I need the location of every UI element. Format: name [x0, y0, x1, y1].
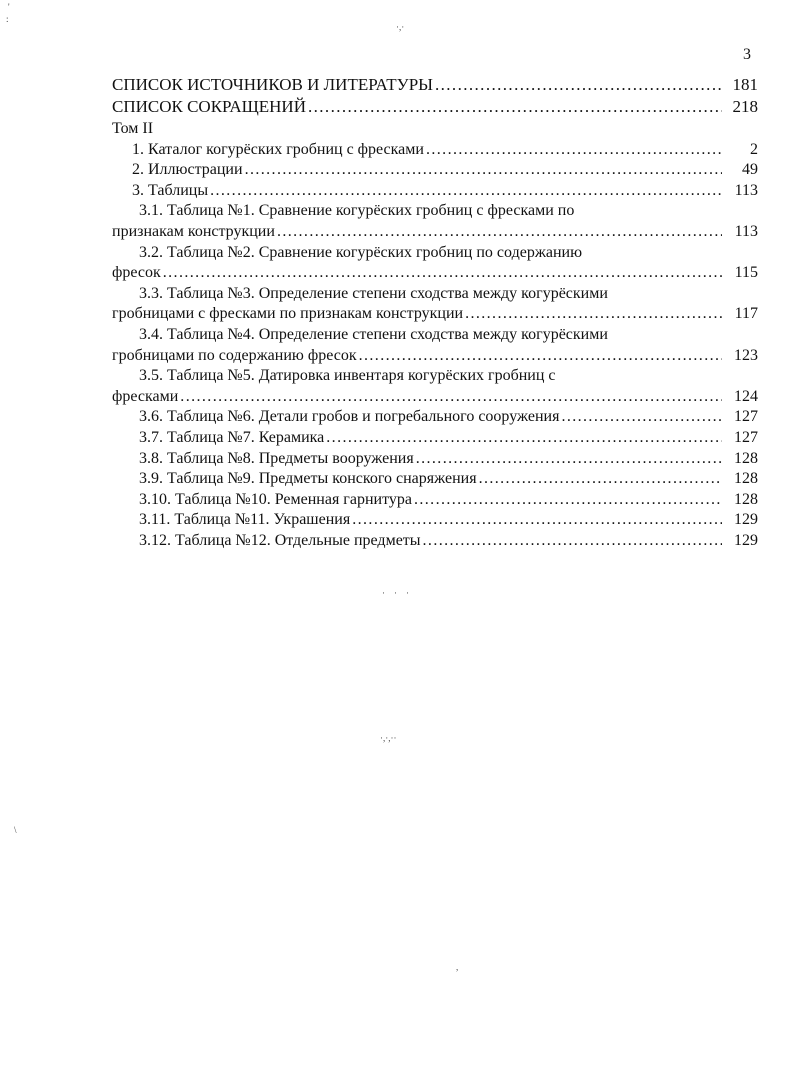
toc-leader — [465, 304, 722, 325]
toc-entry-table-3: 3.3. Таблица №3. Определение степени сходства между когурёскими гробницами с фресками по признакам конструкции ..... 117 — [112, 284, 758, 325]
toc-entry-table-1: 3.1. Таблица №1. Сравнение когурёских гробниц с фресками по признакам конструкции ..... 113 — [112, 201, 758, 242]
toc-entry-tables — [112, 181, 758, 202]
scan-speck: ' — [8, 2, 10, 12]
toc-entry-page: 181 — [732, 75, 758, 94]
scan-speck: \ — [14, 825, 17, 835]
toc-entry-page: 128 — [734, 490, 758, 508]
toc-entry-page: 117 — [734, 305, 758, 323]
toc-entry-table-8 — [112, 449, 758, 470]
toc-entry-title: гробницами по содержанию фресок — [112, 346, 357, 364]
toc-entry-page: 218 — [732, 97, 758, 116]
toc-leader — [435, 74, 722, 96]
toc-entry-title: 3. Таблицы — [132, 181, 209, 199]
scan-speck: ·,·,·· — [380, 733, 397, 743]
toc-entry-abbreviations — [112, 96, 758, 118]
toc-entry-page: 49 — [742, 161, 758, 179]
toc-entry-table-4: 3.4. Таблица №4. Определение степени сходства между когурёскими гробницами по содержанию фресок ..... 123 — [112, 325, 758, 366]
toc-entry-catalog — [112, 140, 758, 161]
table-of-contents — [112, 74, 758, 551]
toc-entry-table-11 — [112, 510, 758, 531]
toc-leader — [277, 222, 722, 243]
toc-entry-title: 3.7. Таблица №7. Керамика — [139, 428, 325, 446]
toc-leader — [163, 263, 722, 284]
toc-leader — [479, 469, 722, 490]
toc-entry-title: СПИСОК СОКРАЩЕНИЙ — [112, 97, 306, 116]
toc-entry-title: 3.8. Таблица №8. Предметы вооружения — [139, 449, 414, 467]
toc-entry-table-6 — [112, 407, 758, 428]
toc-entry-page: 129 — [734, 511, 758, 529]
scan-speck: , — [456, 962, 459, 972]
toc-leader — [210, 181, 722, 202]
toc-entry-title: 2. Иллюстрации — [132, 161, 243, 179]
toc-leader — [561, 407, 722, 428]
toc-leader — [426, 140, 722, 161]
toc-entry-title: 3.11. Таблица №11. Украшения — [139, 511, 351, 529]
toc-entry-table-10 — [112, 490, 758, 511]
toc-leader — [359, 346, 722, 367]
toc-entry-title: 3.6. Таблица №6. Детали гробов и погребального сооружения — [139, 408, 560, 426]
toc-entry-sources — [112, 74, 758, 96]
toc-leader — [423, 531, 722, 552]
toc-entry-page: 127 — [734, 428, 758, 446]
toc-entry-title: гробницами с фресками по признакам конструкции — [112, 305, 464, 323]
toc-entry-table-12 — [112, 531, 758, 552]
scan-speck: · · · — [382, 588, 409, 598]
toc-entry-title: 3.12. Таблица №12. Отдельные предметы — [139, 531, 421, 549]
toc-entry-table-2: 3.2. Таблица №2. Сравнение когурёских гробниц по содержанию фресок ..... 115 — [112, 243, 758, 284]
toc-entry-title: 3.10. Таблица №10. Ременная гарнитура — [139, 490, 412, 508]
toc-entry-title: фресок — [112, 264, 161, 282]
toc-entry-illustrations — [112, 160, 758, 181]
scan-speck: : — [6, 14, 9, 24]
toc-leader — [352, 510, 722, 531]
toc-entry-page: 128 — [734, 449, 758, 467]
toc-entry-title: СПИСОК ИСТОЧНИКОВ И ЛИТЕРАТУРЫ — [112, 75, 433, 94]
toc-leader — [245, 160, 722, 181]
toc-leader — [416, 449, 722, 470]
toc-entry-table-5: 3.5. Таблица №5. Датировка инвентаря когурёских гробниц с фресками ..... 124 — [112, 366, 758, 407]
toc-entry-table-9 — [112, 469, 758, 490]
toc-entry-title: 3.9. Таблица №9. Предметы конского снаряжения — [139, 470, 477, 488]
toc-leader — [308, 96, 722, 118]
toc-entry-page: 124 — [734, 387, 758, 405]
toc-entry-title: признакам конструкции — [112, 222, 275, 240]
toc-leader — [414, 490, 722, 511]
toc-entry-page: 128 — [734, 470, 758, 488]
toc-entry-page: 113 — [734, 181, 758, 199]
page-number: 3 — [743, 46, 751, 63]
toc-leader — [326, 428, 722, 449]
toc-entry-title: 1. Каталог когурёских гробниц с фресками — [132, 140, 424, 158]
toc-entry-page: 115 — [734, 264, 758, 282]
toc-entry-page: 2 — [750, 140, 758, 158]
toc-entry-page: 129 — [734, 531, 758, 549]
toc-entry-page: 127 — [734, 408, 758, 426]
toc-entry-page: 123 — [734, 346, 758, 364]
scan-speck: ·,· — [396, 22, 405, 32]
toc-entry-table-7 — [112, 428, 758, 449]
toc-entry-page: 113 — [734, 222, 758, 240]
toc-volume-heading: Том II — [112, 120, 154, 137]
toc-entry-title: фресками — [112, 387, 179, 405]
toc-leader — [180, 387, 722, 408]
